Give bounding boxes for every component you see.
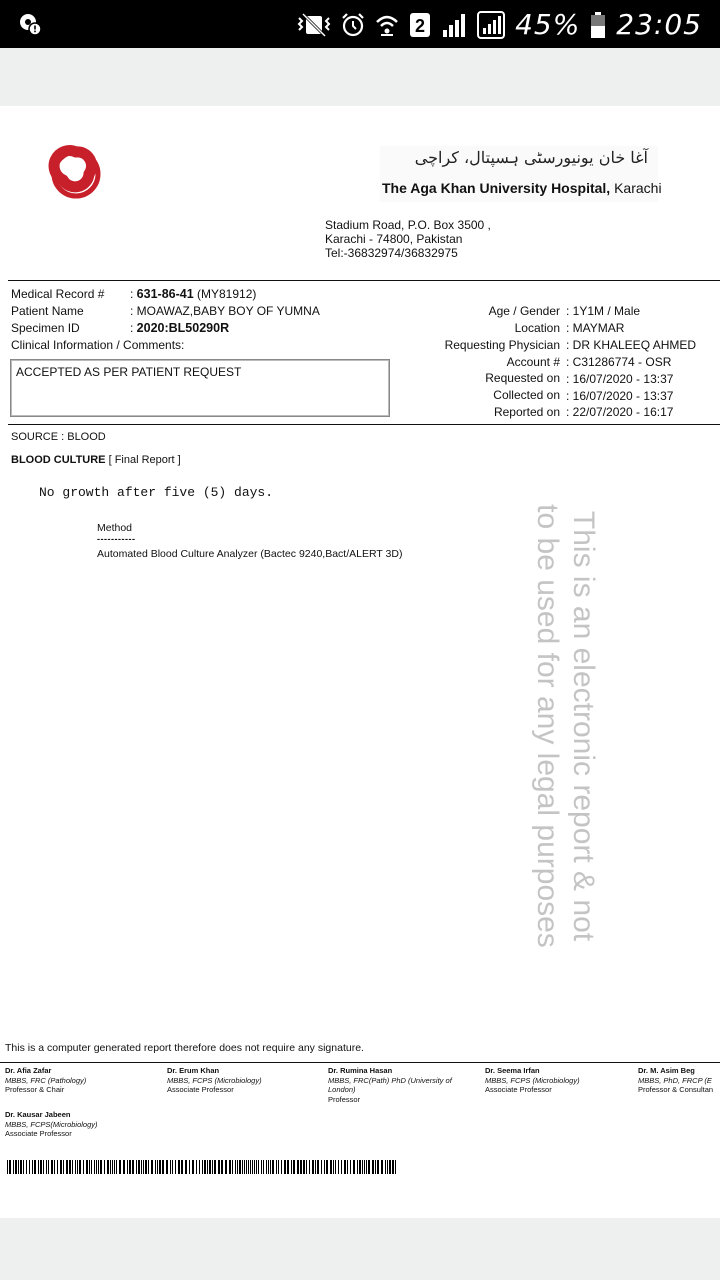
method-label: Method	[97, 522, 133, 534]
age-gender-value: : 1Y1M / Male	[566, 304, 641, 318]
barcode-bar	[145, 1160, 147, 1174]
viewer-bottom-margin	[0, 1218, 720, 1280]
barcode-bar	[333, 1160, 334, 1174]
barcode-bar	[372, 1160, 374, 1174]
barcode-bar	[312, 1160, 314, 1174]
specimen-value: : 2020:BL50290R	[130, 321, 230, 335]
watermark-line-2: to be used for any legal purposes	[531, 504, 564, 948]
barcode-bar	[359, 1160, 361, 1174]
barcode-bar	[189, 1160, 190, 1174]
barcode-bar	[202, 1160, 203, 1174]
account-label: Account #	[506, 355, 560, 369]
barcode-bar	[246, 1160, 247, 1174]
barcode-bar	[75, 1160, 76, 1174]
barcode-bar	[112, 1160, 113, 1174]
barcode-bar	[209, 1160, 211, 1174]
barcode-bar	[326, 1160, 328, 1174]
sim-slot-icon	[409, 10, 431, 40]
barcode-bar	[293, 1160, 295, 1174]
barcode-bar	[256, 1160, 257, 1174]
barcode-bar	[321, 1160, 322, 1174]
barcode-bar	[151, 1160, 153, 1174]
barcode-bar	[98, 1160, 99, 1174]
barcode-bar	[170, 1160, 171, 1174]
divider-bottom	[8, 424, 720, 425]
hospital-name-block	[380, 146, 662, 202]
doctor-qualification: MBBS, FCPS (Microbiology)	[167, 1075, 262, 1085]
barcode-bar	[218, 1160, 220, 1174]
barcode-bar	[185, 1160, 187, 1174]
barcode-bar	[89, 1160, 90, 1174]
doctor-4	[485, 1066, 635, 1095]
barcode-bar	[104, 1160, 105, 1174]
doctor-qualification: MBBS, FCPS (Microbiology)	[485, 1075, 580, 1085]
test-heading	[11, 454, 181, 466]
barcode-bar	[199, 1160, 200, 1174]
barcode-bar	[303, 1160, 305, 1174]
doctor-name: Dr. Kausar Jabeen	[5, 1110, 71, 1119]
doctor-qualification: MBBS, FRC(Path) PhD (University of London)	[328, 1075, 452, 1094]
barcode-bar	[94, 1160, 95, 1174]
collected-value: : 16/07/2020 - 13:37	[566, 389, 674, 403]
barcode	[7, 1160, 399, 1174]
barcode-bar	[132, 1160, 134, 1174]
requested-label: Requested on	[485, 371, 560, 385]
barcode-bar	[38, 1160, 39, 1174]
barcode-bar	[107, 1160, 109, 1174]
barcode-bar	[13, 1160, 14, 1174]
barcode-bar	[392, 1160, 394, 1174]
barcode-bar	[15, 1160, 17, 1174]
barcode-bar	[377, 1160, 379, 1174]
barcode-bar	[330, 1160, 332, 1174]
battery-percent: 45%	[515, 8, 581, 41]
barcode-bar	[181, 1160, 183, 1174]
barcode-bar	[204, 1160, 206, 1174]
clock: 23:05	[616, 8, 702, 41]
barcode-bar	[335, 1160, 336, 1174]
doctor-title: Associate Professor	[485, 1085, 552, 1094]
signature-disclaimer: This is a computer generated report therefore does not require any signature.	[5, 1042, 364, 1054]
account-value: : C31286774 - OSR	[566, 355, 672, 369]
barcode-bar	[114, 1160, 115, 1174]
barcode-bar	[250, 1160, 251, 1174]
barcode-bar	[155, 1160, 156, 1174]
barcode-bar	[86, 1160, 88, 1174]
barcode-bar	[254, 1160, 255, 1174]
barcode-bar	[138, 1160, 140, 1174]
doctor-qualification: MBBS, FRC (Pathology)	[5, 1075, 87, 1085]
barcode-bar	[281, 1160, 282, 1174]
barcode-bar	[306, 1160, 307, 1174]
barcode-bar	[381, 1160, 383, 1174]
barcode-bar	[48, 1160, 49, 1174]
barcode-bar	[284, 1160, 286, 1174]
viewer-top-margin	[0, 48, 720, 106]
wifi-icon	[375, 10, 399, 40]
patient-name-label: Patient Name	[11, 304, 84, 318]
patient-name: MOAWAZ,BABY BOY OF YUMNA	[136, 304, 320, 318]
barcode-bar	[26, 1160, 27, 1174]
mr-suffix: (MY81912)	[197, 287, 257, 301]
specimen-id: 2020:BL50290R	[136, 321, 230, 335]
doctor-6	[5, 1110, 155, 1139]
barcode-bar	[341, 1160, 342, 1174]
comment-text: ACCEPTED AS PER PATIENT REQUEST	[16, 365, 242, 379]
barcode-bar	[123, 1160, 125, 1174]
barcode-bar	[297, 1160, 299, 1174]
doctor-title: Associate Professor	[5, 1129, 72, 1138]
barcode-bar	[239, 1160, 241, 1174]
barcode-bar	[46, 1160, 47, 1174]
signal-strength-2-icon	[477, 10, 505, 40]
location-label: Location	[514, 321, 560, 335]
barcode-bar	[119, 1160, 121, 1174]
specimen-source: SOURCE : BLOOD	[11, 431, 106, 443]
barcode-bar	[385, 1160, 386, 1174]
hospital-name	[382, 180, 662, 196]
barcode-bar	[162, 1160, 164, 1174]
barcode-bar	[221, 1160, 223, 1174]
barcode-bar	[77, 1160, 78, 1174]
method-value: Automated Blood Culture Analyzer (Bactec 9240,Bact/ALERT 3D)	[97, 548, 403, 560]
barcode-bar	[261, 1160, 262, 1174]
specimen-label: Specimen ID	[11, 321, 80, 335]
barcode-bar	[116, 1160, 117, 1174]
barcode-bar	[232, 1160, 233, 1174]
barcode-bar	[287, 1160, 289, 1174]
barcode-bar	[110, 1160, 111, 1174]
doctor-5	[638, 1066, 720, 1095]
barcode-bar	[244, 1160, 245, 1174]
mr-value: : 631-86-41 (MY81912)	[130, 287, 257, 301]
doctor-name: Dr. Seema Irfan	[485, 1066, 540, 1075]
doctor-qualification: MBBS, FCPS(Microbiology)	[5, 1119, 98, 1129]
barcode-bar	[375, 1160, 376, 1174]
sim-slot-number: 2	[415, 15, 426, 36]
doctor-1	[5, 1066, 155, 1095]
barcode-bar	[136, 1160, 137, 1174]
barcode-bar	[389, 1160, 391, 1174]
barcode-bar	[172, 1160, 173, 1174]
watermark-line-1: This is an electronic report & not	[567, 510, 600, 942]
collected-label: Collected on	[493, 388, 560, 402]
barcode-bar	[225, 1160, 227, 1174]
barcode-bar	[315, 1160, 316, 1174]
doctor-name: Dr. M. Asim Beg	[638, 1066, 695, 1075]
barcode-bar	[83, 1160, 84, 1174]
physician-value: : DR KHALEEQ AHMED	[566, 338, 697, 352]
barcode-bar	[178, 1160, 180, 1174]
barcode-bar	[242, 1160, 243, 1174]
barcode-bar	[276, 1160, 277, 1174]
barcode-bar	[229, 1160, 231, 1174]
barcode-bar	[40, 1160, 42, 1174]
barcode-bar	[270, 1160, 271, 1174]
barcode-bar	[258, 1160, 259, 1174]
watermark	[460, 466, 670, 986]
barcode-bar	[148, 1160, 149, 1174]
barcode-bar	[18, 1160, 19, 1174]
patient-name-value: : MOAWAZ,BABY BOY OF YUMNA	[130, 304, 320, 318]
age-gender-label: Age / Gender	[488, 304, 560, 318]
barcode-bar	[63, 1160, 64, 1174]
barcode-bar	[368, 1160, 370, 1174]
barcode-bar	[338, 1160, 339, 1174]
vibrate-mute-icon	[297, 10, 331, 40]
barcode-bar	[366, 1160, 367, 1174]
test-name: BLOOD CULTURE	[11, 454, 106, 466]
barcode-bar	[91, 1160, 92, 1174]
barcode-bar	[43, 1160, 44, 1174]
barcode-bar	[100, 1160, 102, 1174]
barcode-bar	[143, 1160, 144, 1174]
battery-icon	[590, 10, 606, 40]
method-divider: -----------	[97, 534, 136, 544]
barcode-bar	[51, 1160, 53, 1174]
barcode-bar	[96, 1160, 97, 1174]
barcode-bar	[69, 1160, 71, 1174]
report-page[interactable]	[0, 106, 720, 1218]
mr-label: Medical Record #	[11, 287, 105, 301]
barcode-bar	[248, 1160, 249, 1174]
barcode-bar	[9, 1160, 11, 1174]
alarm-icon	[341, 10, 365, 40]
barcode-bar	[129, 1160, 131, 1174]
barcode-bar	[350, 1160, 351, 1174]
signal-strength-icon	[441, 10, 467, 40]
hospital-name-urdu: آغا خان یونیورسٹی ہسپتال، کراچی	[414, 148, 648, 167]
doctor-title: Professor & Chair	[5, 1085, 65, 1094]
location-value: : MAYMAR	[566, 321, 625, 335]
barcode-bar	[72, 1160, 73, 1174]
doctor-3	[328, 1066, 473, 1104]
barcode-bar	[395, 1160, 396, 1174]
divider-footer	[0, 1062, 720, 1063]
notification-alert-icon	[18, 12, 42, 36]
barcode-bar	[79, 1160, 81, 1174]
status-bar	[0, 0, 720, 48]
physician-label: Requesting Physician	[444, 338, 560, 352]
hospital-address	[325, 218, 491, 260]
barcode-bar	[317, 1160, 319, 1174]
doctor-name: Dr. Erum Khan	[167, 1066, 220, 1075]
requested-value: : 16/07/2020 - 13:37	[566, 372, 674, 386]
barcode-bar	[196, 1160, 197, 1174]
barcode-bar	[235, 1160, 236, 1174]
reported-value: : 22/07/2020 - 16:17	[566, 405, 674, 419]
barcode-bar	[29, 1160, 30, 1174]
barcode-bar	[344, 1160, 346, 1174]
barcode-bar	[7, 1160, 8, 1174]
barcode-bar	[57, 1160, 58, 1174]
barcode-bar	[127, 1160, 128, 1174]
doctor-qualification: MBBS, PhD, FRCP (E	[638, 1075, 712, 1085]
doctor-name: Dr. Rumina Hasan	[328, 1066, 393, 1075]
barcode-bar	[214, 1160, 216, 1174]
hospital-name-bold: The Aga Khan University Hospital,	[382, 180, 611, 196]
barcode-bar	[272, 1160, 274, 1174]
barcode-bar	[268, 1160, 269, 1174]
barcode-bar	[141, 1160, 142, 1174]
hospital-logo-icon	[46, 144, 106, 204]
hospital-city: Karachi	[614, 180, 662, 196]
barcode-bar	[23, 1160, 24, 1174]
doctor-title: Professor	[328, 1094, 361, 1104]
barcode-bar	[32, 1160, 33, 1174]
barcode-bar	[300, 1160, 302, 1174]
barcode-bar	[157, 1160, 158, 1174]
barcode-bar	[291, 1160, 292, 1174]
barcode-bar	[54, 1160, 55, 1174]
barcode-bar	[175, 1160, 176, 1174]
barcode-bar	[353, 1160, 355, 1174]
address-line-2: Karachi - 74800, Pakistan	[325, 232, 463, 246]
barcode-bar	[387, 1160, 388, 1174]
barcode-bar	[266, 1160, 267, 1174]
barcode-bar	[166, 1160, 168, 1174]
barcode-bar	[309, 1160, 310, 1174]
barcode-bar	[364, 1160, 365, 1174]
barcode-bar	[324, 1160, 325, 1174]
barcode-bar	[34, 1160, 36, 1174]
clinical-info-label: Clinical Information / Comments:	[11, 338, 185, 352]
reported-label: Reported on	[493, 405, 560, 419]
barcode-bar	[278, 1160, 279, 1174]
barcode-bar	[60, 1160, 62, 1174]
doctor-title: Professor & Consultan	[638, 1085, 714, 1094]
mr-number: 631-86-41	[136, 287, 194, 301]
barcode-bar	[192, 1160, 194, 1174]
comment-box	[10, 359, 390, 417]
barcode-bar	[357, 1160, 358, 1174]
test-result: No growth after five (5) days.	[39, 485, 274, 500]
barcode-bar	[252, 1160, 253, 1174]
barcode-bar	[347, 1160, 348, 1174]
barcode-bar	[263, 1160, 264, 1174]
test-status: [ Final Report ]	[108, 454, 181, 466]
doctor-2	[167, 1066, 317, 1095]
address-line-1: Stadium Road, P.O. Box 3500 ,	[325, 218, 491, 232]
barcode-bar	[212, 1160, 213, 1174]
divider-top	[8, 280, 720, 281]
barcode-bar	[362, 1160, 363, 1174]
watermark-text	[529, 504, 601, 948]
doctor-name: Dr. Afia Zafar	[5, 1066, 52, 1075]
barcode-bar	[159, 1160, 161, 1174]
barcode-bar	[66, 1160, 68, 1174]
barcode-bar	[237, 1160, 238, 1174]
barcode-bar	[207, 1160, 208, 1174]
barcode-bar	[20, 1160, 22, 1174]
address-line-3: Tel:-36832974/36832975	[325, 246, 458, 260]
doctor-title: Associate Professor	[167, 1085, 234, 1094]
